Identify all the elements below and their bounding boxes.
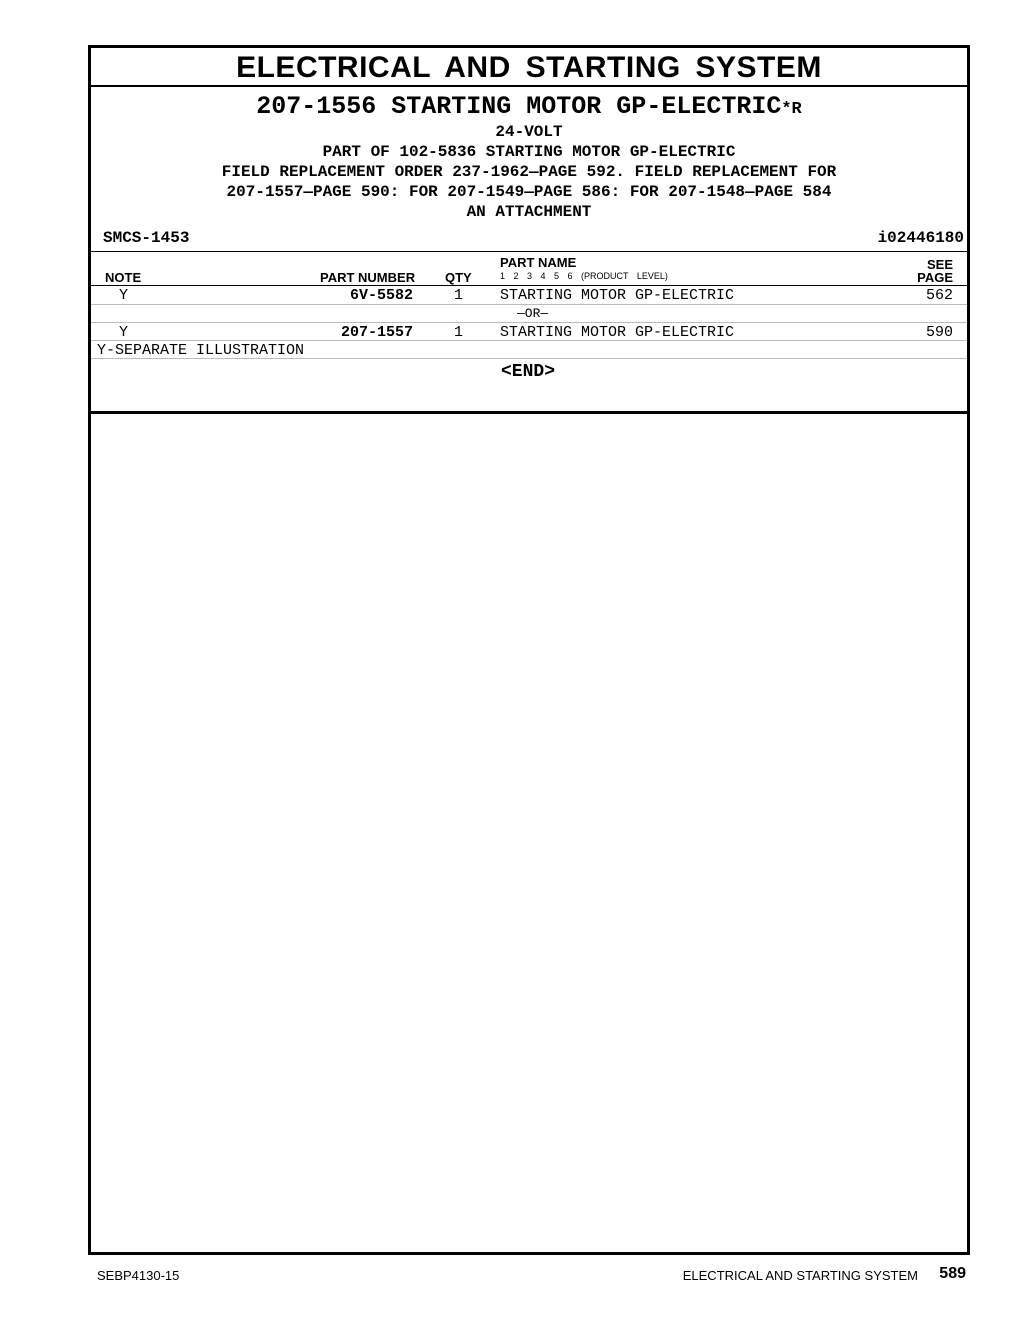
group-title	[91, 92, 967, 121]
section-title: ELECTRICAL AND STARTING SYSTEM	[91, 48, 967, 87]
row-part-name: STARTING MOTOR GP-ELECTRIC	[500, 324, 735, 341]
header-part-name: PART NAME	[500, 255, 577, 270]
header-product-levels: 1 2 3 4 5 6 (PRODUCT LEVEL)	[500, 271, 668, 281]
row-rule	[91, 322, 967, 323]
group-voltage: 24-VOLT	[495, 123, 563, 141]
row-note: Y	[119, 324, 129, 341]
header-page: PAGE	[917, 270, 953, 285]
or-separator: —OR—	[517, 306, 549, 321]
group-parent: PART OF 102-5836 STARTING MOTOR GP-ELECTRIC	[322, 143, 736, 161]
header-rule	[91, 285, 967, 286]
section-end-rule	[91, 411, 967, 414]
row-qty: 1	[454, 287, 464, 304]
group-title-text: 207-1556 STARTING MOTOR GP-ELECTRIC	[256, 92, 782, 121]
footnote: Y-SEPARATE ILLUSTRATION	[97, 342, 305, 359]
page-number: 589	[939, 1265, 966, 1282]
row-rule	[91, 340, 967, 341]
row-part-number: 6V-5582	[349, 287, 413, 304]
illustration-id: i02446180	[877, 229, 964, 247]
row-note: Y	[119, 287, 129, 304]
end-marker: <END>	[501, 362, 556, 382]
header-qty: QTY	[445, 270, 472, 285]
footer-section: ELECTRICAL AND STARTING SYSTEM	[682, 1268, 918, 1283]
row-qty: 1	[454, 324, 464, 341]
footer-doc-id: SEBP4130-15	[97, 1268, 180, 1283]
table-top-rule	[91, 251, 967, 252]
group-field-replacement-1: FIELD REPLACEMENT ORDER 237-1962—PAGE 592. FIELD REPLACEMENT FOR	[221, 163, 837, 181]
group-attachment: AN ATTACHMENT	[466, 203, 592, 221]
group-field-replacement-2: 207-1557—PAGE 590: FOR 207-1549—PAGE 586: FOR 207-1548—PAGE 584	[226, 183, 832, 201]
header-see: SEE	[926, 257, 953, 272]
group-title-suffix: *R	[781, 100, 802, 119]
row-see-page: 590	[925, 324, 953, 341]
row-part-name: STARTING MOTOR GP-ELECTRIC	[500, 287, 735, 304]
row-rule	[91, 304, 967, 305]
row-rule	[91, 358, 967, 359]
row-part-number: 207-1557	[340, 324, 413, 341]
header-part-number: PART NUMBER	[320, 270, 416, 285]
page-frame	[88, 45, 970, 1255]
smcs-code: SMCS-1453	[103, 229, 190, 247]
row-see-page: 562	[925, 287, 953, 304]
header-note: NOTE	[105, 270, 142, 285]
